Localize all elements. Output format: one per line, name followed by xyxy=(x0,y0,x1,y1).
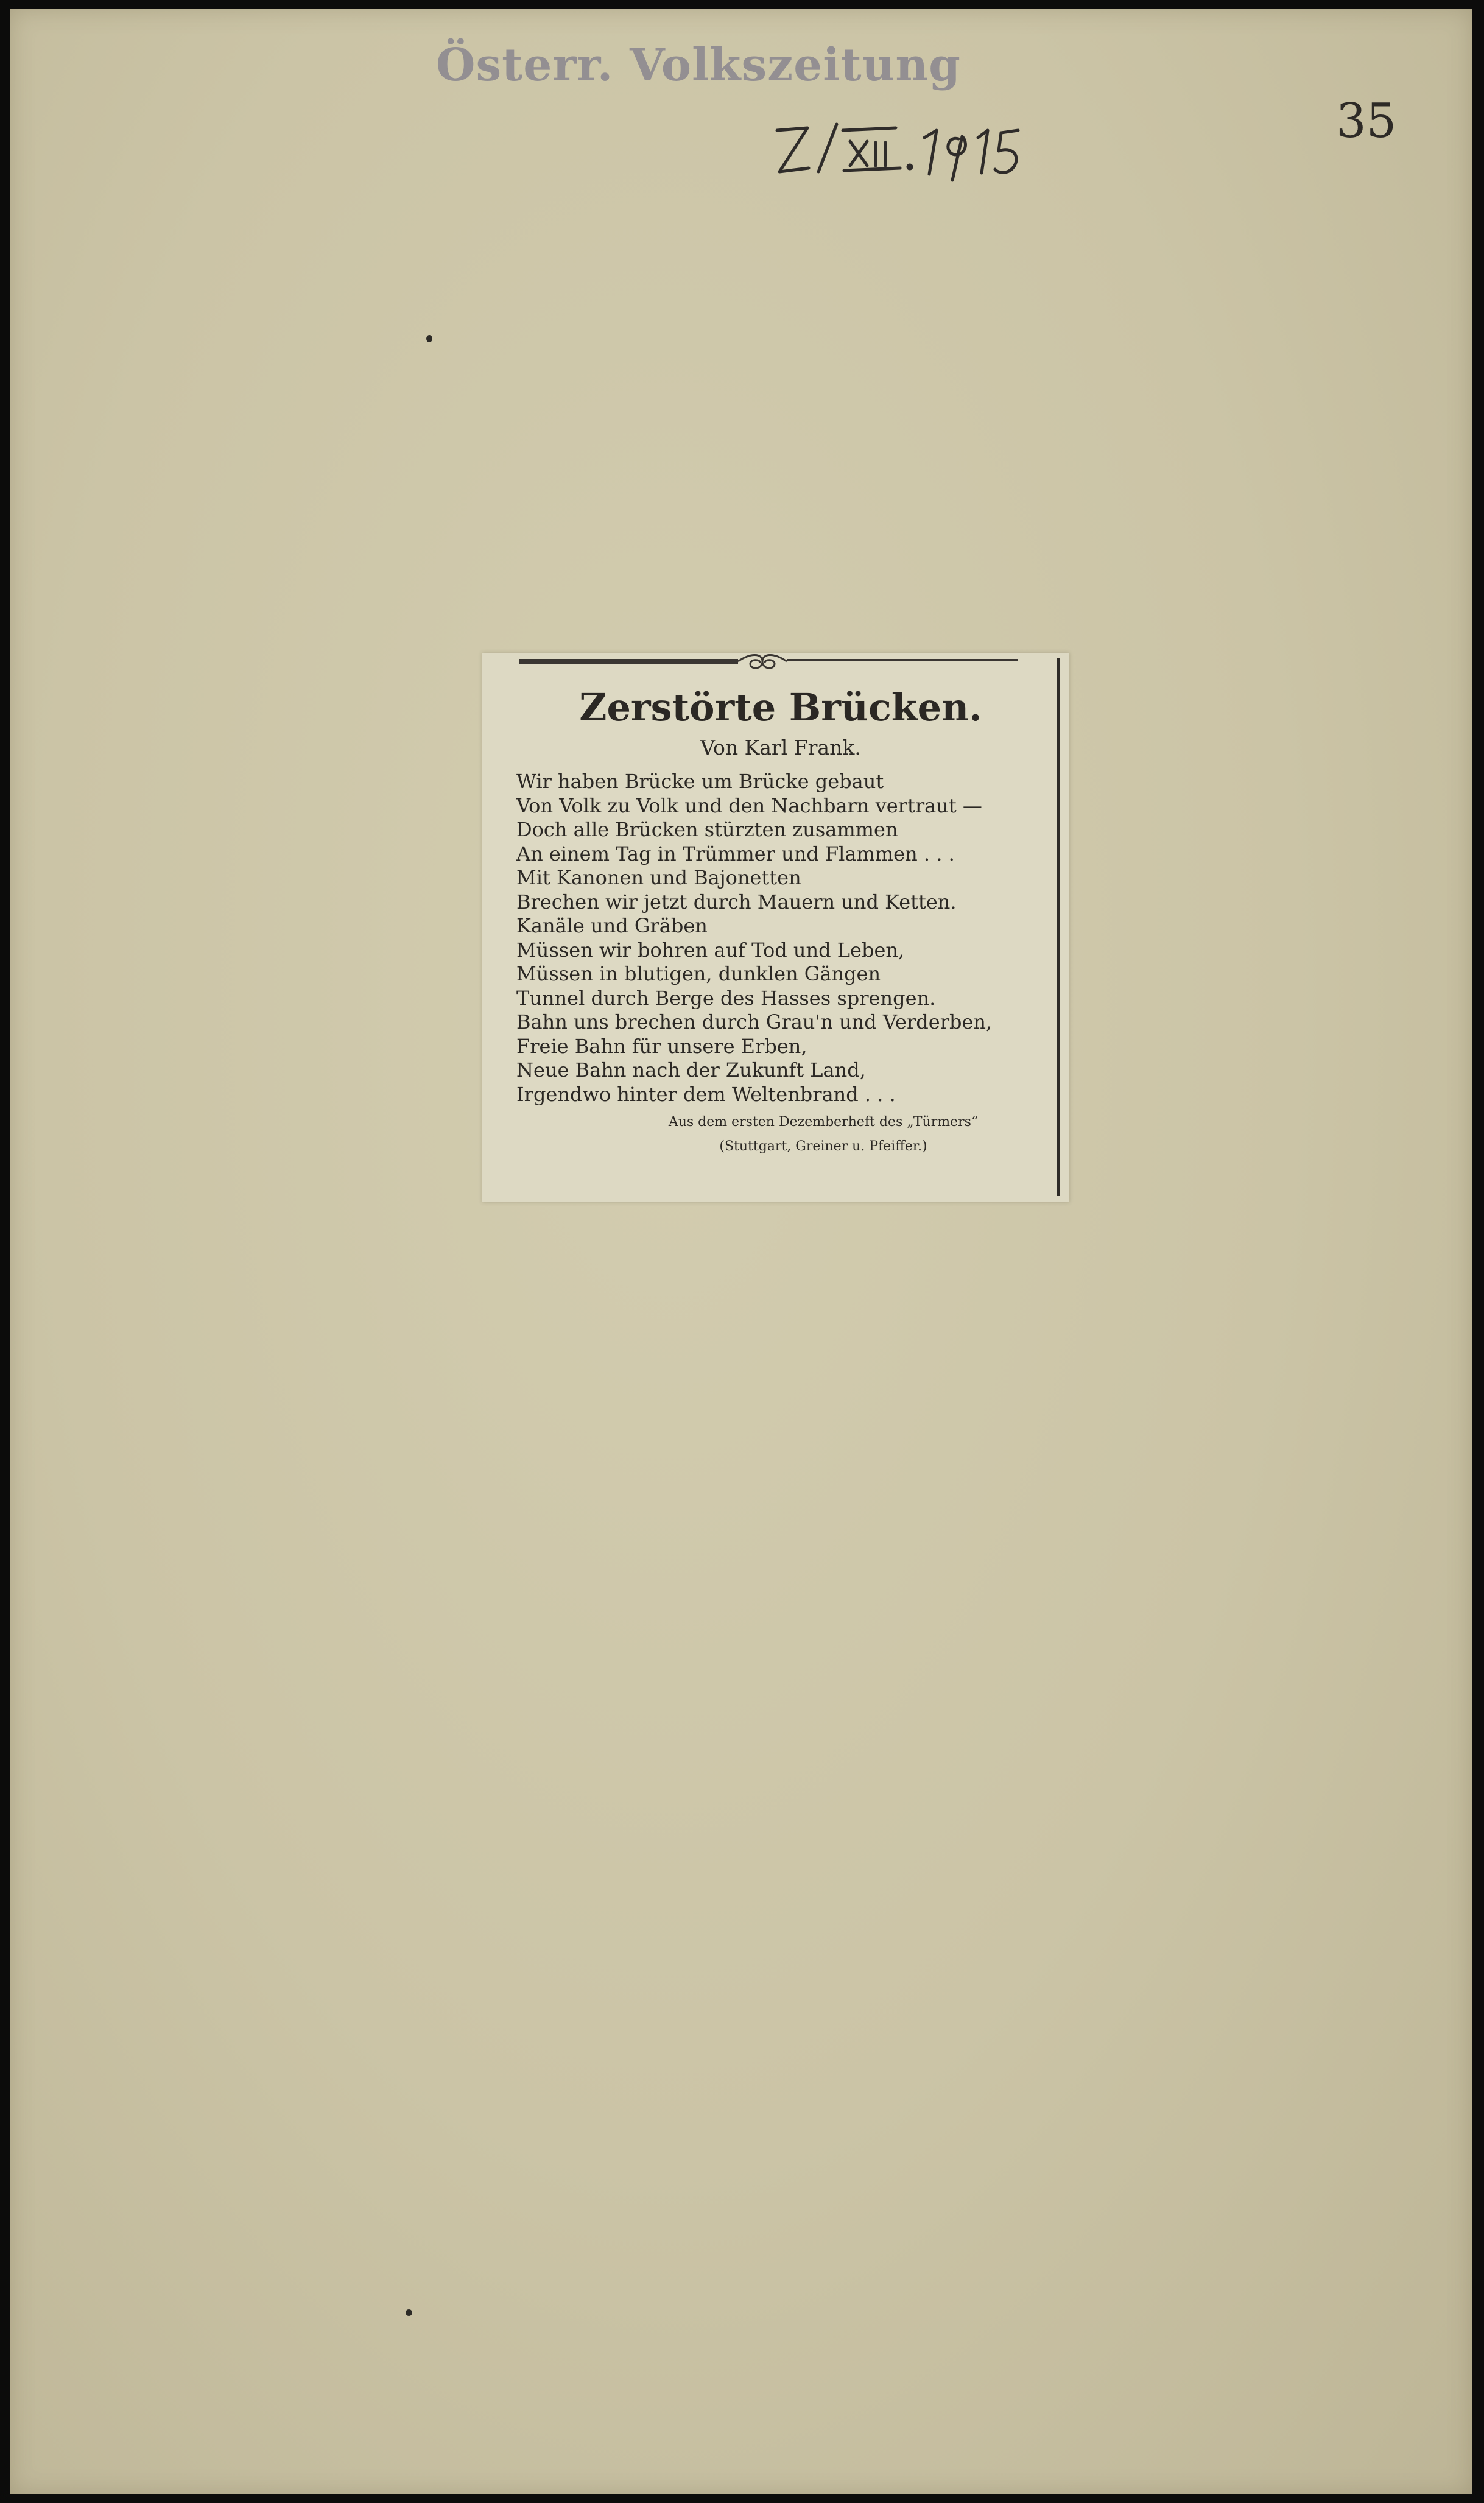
verse-line: Kanäle und Gräben xyxy=(516,914,708,937)
newspaper-clipping xyxy=(482,653,1069,1202)
verse-line: Bahn uns brechen durch Grau'n und Verderben, xyxy=(516,1010,993,1033)
source-publisher: (Stuttgart, Greiner u. Pfeiffer.) xyxy=(719,1139,927,1154)
column-rule xyxy=(1057,658,1060,1196)
verse-line: Mit Kanonen und Bajonetten xyxy=(516,866,801,889)
verse-line: Von Volk zu Volk und den Nachbarn vertraut — xyxy=(516,794,982,817)
ornamental-rule xyxy=(519,653,1018,674)
verse-line: Wir haben Brücke um Brücke gebaut xyxy=(516,770,884,793)
ink-speck xyxy=(406,2309,412,2316)
verse-line: Doch alle Brücken stürzten zusammen xyxy=(516,818,898,841)
ink-speck xyxy=(426,335,432,342)
verse-line: Neue Bahn nach der Zukunft Land, xyxy=(516,1058,866,1082)
verse-line: Brechen wir jetzt durch Mauern und Ketten. xyxy=(516,890,957,914)
poem-byline: Von Karl Frank. xyxy=(700,736,861,759)
handwritten-date xyxy=(765,106,1033,197)
newspaper-stamp: Österr. Volkszeitung xyxy=(436,39,961,91)
page-number: 35 xyxy=(1336,94,1397,149)
archive-page xyxy=(10,9,1472,2494)
poem-title: Zerstörte Brücken. xyxy=(579,685,982,730)
source-line: Aus dem ersten Dezemberheft des „Türmers“ xyxy=(668,1114,979,1130)
verse-line: An einem Tag in Trümmer und Flammen . . . xyxy=(516,842,955,865)
verse-line: Irgendwo hinter dem Weltenbrand . . . xyxy=(516,1082,896,1106)
poem-verse xyxy=(513,770,1049,1107)
verse-line: Müssen wir bohren auf Tod und Leben, xyxy=(516,938,905,962)
verse-line: Müssen in blutigen, dunklen Gängen xyxy=(516,962,881,985)
verse-line: Tunnel durch Berge des Hasses sprengen. xyxy=(516,986,936,1010)
verse-line: Freie Bahn für unsere Erben, xyxy=(516,1034,807,1058)
clipping-text xyxy=(513,685,1049,1155)
